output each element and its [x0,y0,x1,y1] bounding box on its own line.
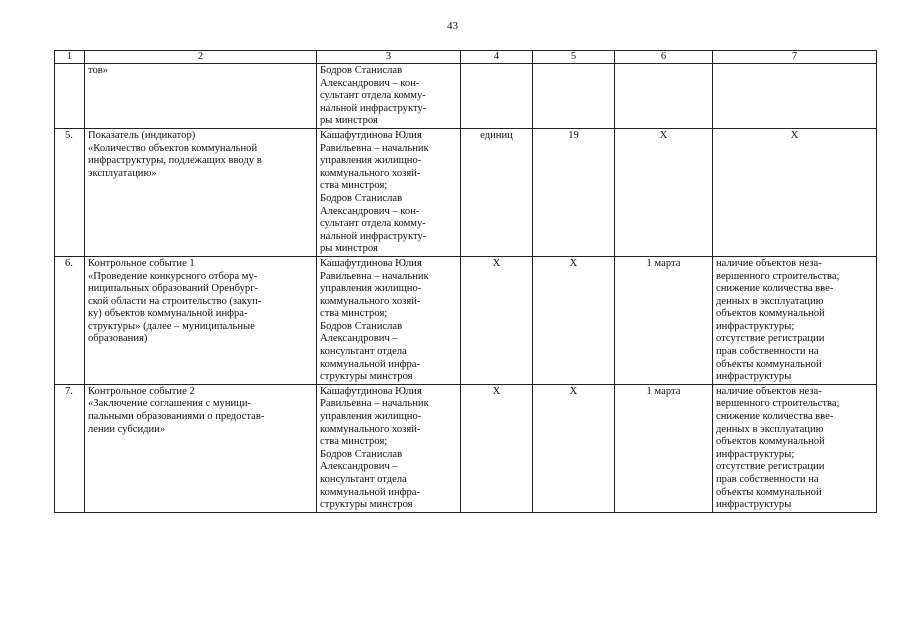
page-number: 43 [447,20,458,32]
event-name: Показатель (индикатор) «Количество объектов коммунальной инфраструктуры, подлежащих вводу в эксплуатацию» [85,128,317,256]
date-cell: 1 марта [615,384,713,512]
unit-cell: Х [461,256,533,384]
row-number [55,64,85,129]
unit-cell [461,64,533,129]
column-header: 6 [615,51,713,64]
risk-cell [713,64,877,129]
value-cell: Х [533,256,615,384]
event-name: Контрольное событие 2 «Заключение соглашения с муници- пальными образованиями о предостав- лении субсидии» [85,384,317,512]
column-number-row [55,51,877,64]
responsible-person: Кашафутдинова Юлия Равильевна – начальник управления жилищно- коммунального хозяй- ства минстроя; Бодров Станислав Александрович – консультант отдела коммунальной инфра- структуры минстроя [317,256,461,384]
event-name: Контрольное событие 1 «Проведение конкурсного отбора му- ниципальных образований Оренбург- ской области на строительство (закуп- ку) объектов коммунальной инфра- структуры» (далее – муниципальные образования) [85,256,317,384]
unit-cell: Х [461,384,533,512]
risk-cell: наличие объектов неза- вершенного строительства; снижение количества вве- денных в эксплуатацию объектов коммунальной инфраструктуры; отсутствие регистрации прав собственности на объекты коммунальной инфраструктуры [713,384,877,512]
row-number: 5. [55,128,85,256]
column-header: 4 [461,51,533,64]
table-row [55,128,877,256]
responsible-person: Кашафутдинова Юлия Равильевна – начальник управления жилищно- коммунального хозяй- ства минстроя; Бодров Станислав Александрович – кон- сультант отдела комму- нальной инфраструкту- ры минстроя [317,128,461,256]
column-header: 2 [85,51,317,64]
date-cell: 1 марта [615,256,713,384]
document-table [54,50,877,513]
column-header: 7 [713,51,877,64]
table-row [55,64,877,129]
value-cell: 19 [533,128,615,256]
table-row [55,256,877,384]
column-header: 1 [55,51,85,64]
table-row [55,384,877,512]
row-number: 6. [55,256,85,384]
risk-cell: Х [713,128,877,256]
risk-cell: наличие объектов неза- вершенного строительства; снижение количества вве- денных в эксплуатацию объектов коммунальной инфраструктуры; отсутствие регистрации прав собственности на объекты коммунальной инфраструктуры [713,256,877,384]
value-cell: Х [533,384,615,512]
responsible-person: Бодров Станислав Александрович – кон- сультант отдела комму- нальной инфраструкту- ры минстроя [317,64,461,129]
date-cell [615,64,713,129]
date-cell: Х [615,128,713,256]
row-number: 7. [55,384,85,512]
value-cell [533,64,615,129]
responsible-person: Кашафутдинова Юлия Равильевна – начальник управления жилищно- коммунального хозяй- ства минстроя; Бодров Станислав Александрович – консультант отдела коммунальной инфра- структуры минстроя [317,384,461,512]
column-header: 5 [533,51,615,64]
event-name: тов» [85,64,317,129]
column-header: 3 [317,51,461,64]
unit-cell: единиц [461,128,533,256]
